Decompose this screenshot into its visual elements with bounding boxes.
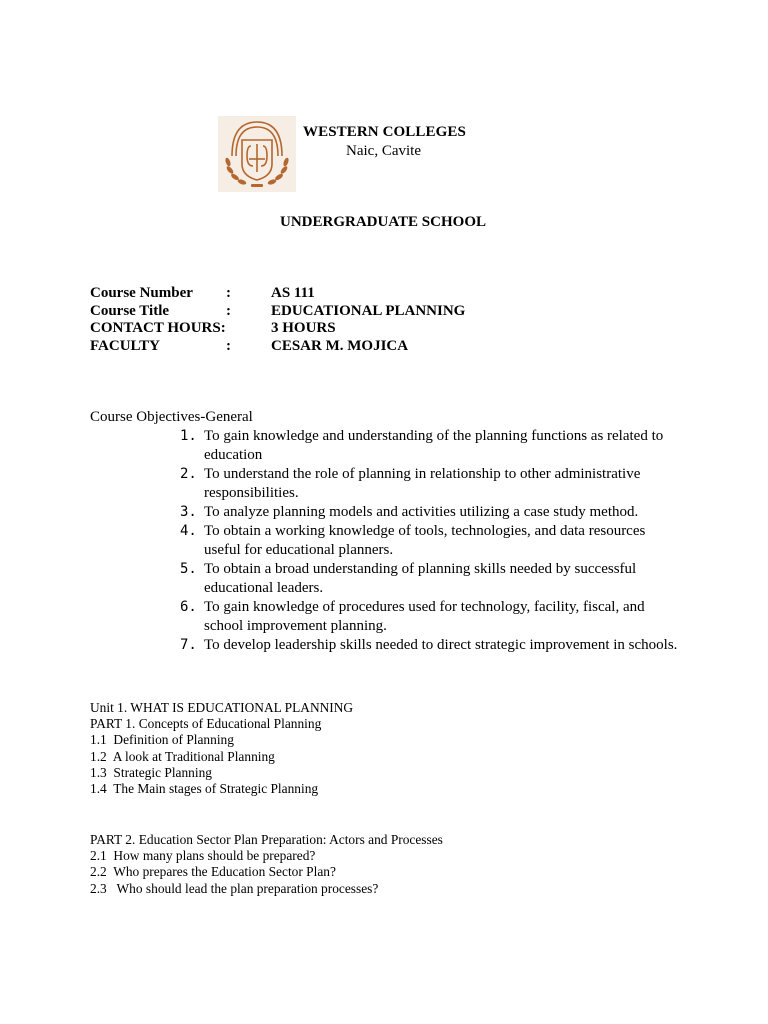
topic-item: 2.3 Who should lead the plan preparation processes? xyxy=(90,880,379,896)
objectives-heading: Course Objectives-General xyxy=(90,409,253,425)
colon: : xyxy=(226,302,231,319)
school-location: Naic, Cavite xyxy=(346,143,421,159)
topic-item: 2.1 How many plans should be prepared? xyxy=(90,848,316,864)
contact-hours-label: CONTACT HOURS: xyxy=(90,320,226,337)
part-2-title: PART 2. Education Sector Plan Preparation: Actors and Processes xyxy=(90,832,443,847)
course-title-label: Course Title xyxy=(90,302,170,319)
objective-text: To understand the role of planning in relationship to other administrative responsibilities. xyxy=(204,466,641,501)
objective-text: To gain knowledge of procedures used for technology, facility, fiscal, and school improvement planning. xyxy=(204,599,645,634)
objective-item xyxy=(180,560,680,598)
objective-item xyxy=(180,522,680,560)
objective-item xyxy=(180,636,680,655)
colon: : xyxy=(226,337,231,354)
school-name: WESTERN COLLEGES xyxy=(303,124,466,140)
unit-1-section xyxy=(90,700,353,797)
topic-item: 1.1 Definition of Planning xyxy=(90,732,234,748)
objective-number: 4. xyxy=(180,523,197,539)
colon: : xyxy=(226,285,231,301)
topic-item: 1.2 A look at Traditional Planning xyxy=(90,748,275,764)
objective-item xyxy=(180,427,680,465)
objective-number: 6. xyxy=(180,599,197,615)
objective-number: 5. xyxy=(180,561,197,577)
objective-text: To obtain a broad understanding of planning skills needed by successful educational leaders. xyxy=(204,561,637,596)
objective-item xyxy=(180,598,680,636)
course-title-value: EDUCATIONAL PLANNING xyxy=(271,302,466,319)
faculty-value: CESAR M. MOJICA xyxy=(271,337,409,354)
topic-item: 2.2 Who prepares the Education Sector Plan? xyxy=(90,864,336,880)
objective-text: To analyze planning models and activities utilizing a case study method. xyxy=(204,504,639,520)
objective-number: 7. xyxy=(180,637,197,653)
objective-item xyxy=(180,503,680,522)
objectives-list xyxy=(180,427,680,655)
part-1-title: PART 1. Concepts of Educational Planning xyxy=(90,716,322,732)
objective-number: 2. xyxy=(180,466,197,482)
department-title: UNDERGRADUATE SCHOOL xyxy=(280,214,486,230)
college-seal-logo xyxy=(218,116,296,192)
objective-item xyxy=(180,465,680,503)
objective-text: To develop leadership skills needed to direct strategic improvement in schools. xyxy=(204,637,678,653)
objective-number: 3. xyxy=(180,504,197,520)
topic-item: 1.3 Strategic Planning xyxy=(90,764,212,780)
objective-number: 1. xyxy=(180,428,197,444)
faculty-label: FACULTY xyxy=(90,337,161,354)
unit-title: Unit 1. WHAT IS EDUCATIONAL PLANNING xyxy=(90,700,354,715)
objective-text: To gain knowledge and understanding of the planning functions as related to education xyxy=(204,428,664,463)
topic-item: 1.4 The Main stages of Strategic Planning xyxy=(90,781,319,797)
contact-hours-value: 3 HOURS xyxy=(271,320,336,337)
course-number-value: AS 111 xyxy=(271,285,315,301)
objective-text: To obtain a working knowledge of tools, technologies, and data resources useful for educational planners. xyxy=(204,523,646,558)
part-2-section xyxy=(90,832,443,897)
course-number-label: Course Number xyxy=(90,285,193,301)
